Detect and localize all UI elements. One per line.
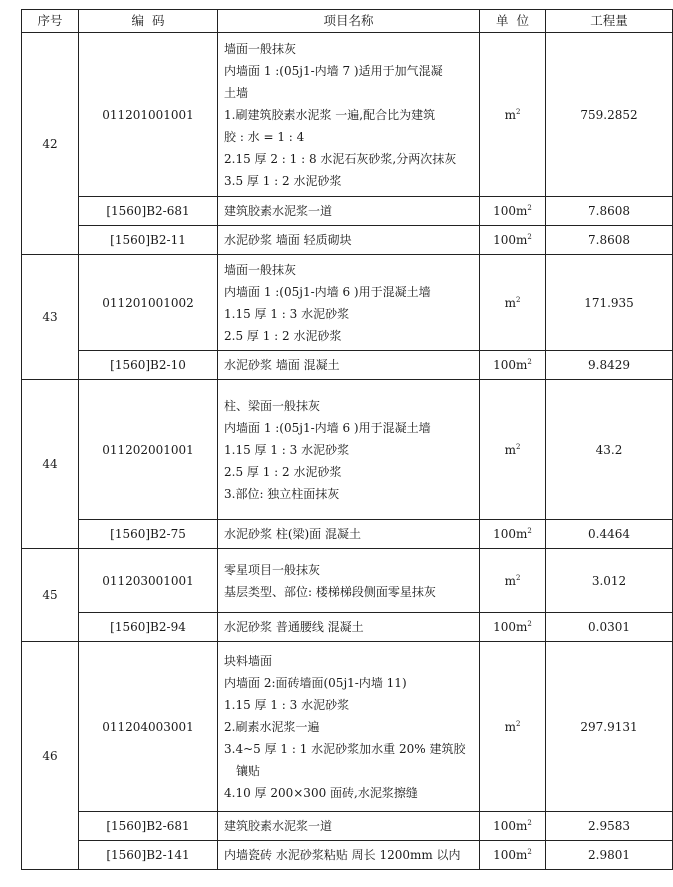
unit-cell (480, 226, 546, 255)
unit-superscript: 2 (515, 573, 521, 582)
description-line: 墙面一般抹灰 (224, 41, 297, 56)
table-header-row (22, 10, 673, 33)
table-row-sub (22, 841, 673, 870)
unit-cell (480, 812, 546, 841)
table-row-sub (22, 812, 673, 841)
unit-base: m (504, 442, 516, 457)
header-code: 编 码 (79, 10, 218, 33)
unit-superscript: 2 (527, 233, 532, 241)
unit-cell (480, 613, 546, 642)
description-line: 镶贴 (236, 763, 261, 778)
description-line: 胶 : 水 = 1 : 4 (224, 129, 305, 144)
unit-cell (480, 351, 546, 380)
unit-base: 100m (493, 358, 528, 372)
unit-superscript: 2 (515, 107, 521, 116)
description-line: 1.15 厚 1 : 3 水泥砂浆 (224, 306, 350, 321)
description-line: 2.5 厚 1 : 2 水泥砂浆 (224, 328, 342, 343)
table-row (22, 255, 673, 351)
unit-base: m (504, 107, 516, 122)
description-line: 块料墙面 (224, 653, 273, 668)
header-quantity: 工程量 (546, 10, 673, 33)
description-line: 1.刷建筑胶素水泥浆 一遍,配合比为建筑 (224, 107, 436, 122)
unit-base: 100m (493, 848, 528, 862)
description-line: 土墙 (224, 85, 249, 100)
item-description (218, 642, 480, 812)
sub-description: 水泥砂浆 普通腰线 混凝土 (218, 613, 480, 642)
unit-superscript: 2 (527, 819, 532, 827)
item-code: 011204003001 (79, 642, 218, 812)
unit-cell (480, 841, 546, 870)
sub-description: 水泥砂浆 墙面 混凝土 (218, 351, 480, 380)
table-row-sub (22, 197, 673, 226)
item-description (218, 549, 480, 613)
table-row (22, 380, 673, 520)
unit-base: 100m (493, 620, 528, 634)
unit-superscript: 2 (527, 358, 532, 366)
sub-code: [1560]B2-681 (79, 812, 218, 841)
description-line: 柱、梁面一般抹灰 (224, 398, 321, 413)
description-line: 内墙面 1 :(05j1-内墙 7 )适用于加气混凝 (224, 63, 443, 78)
description-line: 内墙面 1 :(05j1-内墙 6 )用于混凝土墙 (224, 420, 431, 435)
unit-superscript: 2 (515, 295, 521, 304)
unit-superscript: 2 (527, 204, 532, 212)
item-description (218, 33, 480, 197)
unit-superscript: 2 (515, 719, 521, 728)
unit-cell (480, 642, 546, 812)
item-quantity: 43.2 (546, 380, 673, 520)
description-line: 3.5 厚 1 : 2 水泥砂浆 (224, 173, 342, 188)
unit-base: 100m (493, 527, 528, 541)
header-name: 项目名称 (218, 10, 480, 33)
bill-of-quantities-table (21, 9, 673, 870)
description-line: 3.部位: 独立柱面抹灰 (224, 486, 340, 501)
description-line: 2.15 厚 2 : 1 : 8 水泥石灰砂浆,分两次抹灰 (224, 151, 457, 166)
header-index: 序号 (22, 10, 79, 33)
sub-description: 内墙瓷砖 水泥砂浆粘贴 周长 1200mm 以内 (218, 841, 480, 870)
item-quantity: 297.9131 (546, 642, 673, 812)
sub-code: [1560]B2-10 (79, 351, 218, 380)
item-code: 011202001001 (79, 380, 218, 520)
item-quantity: 759.2852 (546, 33, 673, 197)
unit-base: m (504, 719, 516, 734)
unit-cell (480, 520, 546, 549)
unit-superscript: 2 (527, 848, 532, 856)
description-line: 内墙面 1 :(05j1-内墙 6 )用于混凝土墙 (224, 284, 431, 299)
description-line: 4.10 厚 200×300 面砖,水泥浆擦缝 (224, 785, 418, 800)
unit-cell (480, 197, 546, 226)
description-line: 基层类型、部位: 楼梯梯段侧面零星抹灰 (224, 584, 436, 599)
unit-cell (480, 380, 546, 520)
table-row-sub (22, 351, 673, 380)
description-line: 2.5 厚 1 : 2 水泥砂浆 (224, 464, 342, 479)
table-row-sub (22, 613, 673, 642)
sub-description: 水泥砂浆 墙面 轻质砌块 (218, 226, 480, 255)
table-body (22, 33, 673, 870)
item-code: 011201001002 (79, 255, 218, 351)
unit-superscript: 2 (527, 527, 532, 535)
table-row (22, 549, 673, 613)
unit-base: m (504, 295, 516, 310)
unit-superscript: 2 (515, 442, 521, 451)
sub-code: [1560]B2-75 (79, 520, 218, 549)
description-line: 墙面一般抹灰 (224, 262, 297, 277)
item-index: 45 (22, 549, 79, 642)
description-line: 3.4~5 厚 1 : 1 水泥砂浆加水重 20% 建筑胶 (224, 741, 466, 756)
table-row-sub (22, 520, 673, 549)
unit-base: 100m (493, 233, 528, 247)
sub-quantity: 9.8429 (546, 351, 673, 380)
sub-quantity: 0.4464 (546, 520, 673, 549)
table-row (22, 33, 673, 197)
sub-description: 建筑胶素水泥浆一道 (218, 812, 480, 841)
item-code: 011203001001 (79, 549, 218, 613)
description-line: 2.刷素水泥浆一遍 (224, 719, 320, 734)
item-quantity: 171.935 (546, 255, 673, 351)
item-index: 46 (22, 642, 79, 870)
header-unit: 单 位 (480, 10, 546, 33)
sub-code: [1560]B2-681 (79, 197, 218, 226)
sub-description: 建筑胶素水泥浆一道 (218, 197, 480, 226)
item-quantity: 3.012 (546, 549, 673, 613)
item-index: 43 (22, 255, 79, 380)
unit-base: m (504, 573, 516, 588)
item-description (218, 255, 480, 351)
table-row-sub (22, 226, 673, 255)
sub-quantity: 7.8608 (546, 197, 673, 226)
quantity-table-sheet (21, 9, 672, 874)
item-description (218, 380, 480, 520)
item-code: 011201001001 (79, 33, 218, 197)
unit-base: 100m (493, 204, 528, 218)
description-line: 零星项目一般抹灰 (224, 562, 321, 577)
sub-quantity: 7.8608 (546, 226, 673, 255)
sub-code: [1560]B2-94 (79, 613, 218, 642)
description-line: 1.15 厚 1 : 3 水泥砂浆 (224, 697, 350, 712)
unit-superscript: 2 (527, 620, 532, 628)
sub-quantity: 2.9583 (546, 812, 673, 841)
sub-code: [1560]B2-141 (79, 841, 218, 870)
description-line: 内墙面 2:面砖墙面(05j1-内墙 11) (224, 675, 407, 690)
sub-description: 水泥砂浆 柱(梁)面 混凝土 (218, 520, 480, 549)
sub-quantity: 0.0301 (546, 613, 673, 642)
sub-quantity: 2.9801 (546, 841, 673, 870)
item-index: 44 (22, 380, 79, 549)
item-index: 42 (22, 33, 79, 255)
unit-cell (480, 33, 546, 197)
description-line: 1.15 厚 1 : 3 水泥砂浆 (224, 442, 350, 457)
unit-cell (480, 255, 546, 351)
unit-cell (480, 549, 546, 613)
table-row (22, 642, 673, 812)
unit-base: 100m (493, 819, 528, 833)
sub-code: [1560]B2-11 (79, 226, 218, 255)
